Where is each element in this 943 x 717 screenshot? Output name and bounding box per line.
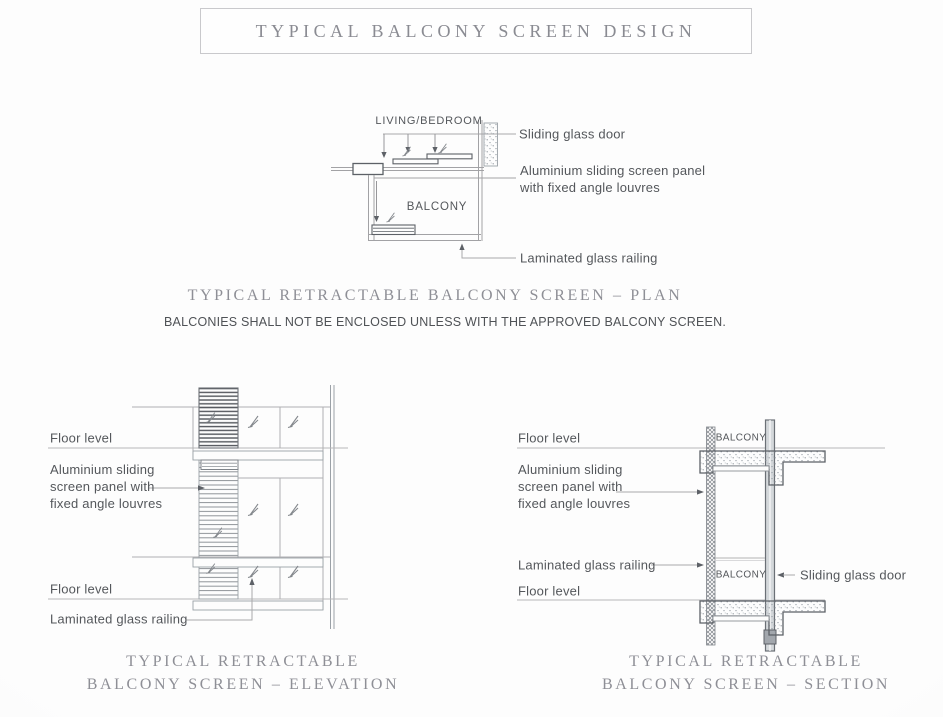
elevation-label-floor-level-lower: Floor level: [50, 581, 113, 597]
door-arrows: [384, 134, 435, 155]
louvre-screen-panel: [199, 460, 238, 599]
plan-label-laminated-glass-railing: Laminated glass railing: [520, 250, 658, 266]
section-label-floor-level-upper: Floor level: [518, 430, 581, 446]
section-drawing: [517, 420, 885, 651]
retracted-screen-stack: [372, 225, 415, 235]
elevation-label-screen-panel-line1: Aluminium sliding: [50, 461, 155, 477]
plan-balcony-label: BALCONY: [406, 201, 468, 213]
elevation-caption-line2: BALCONY SCREEN – ELEVATION: [86, 676, 400, 693]
plan-drawing: [331, 120, 516, 258]
louvre-screen-panel-raised: [199, 388, 238, 448]
retracted-stack: [201, 460, 238, 470]
plan-note: BALCONIES SHALL NOT BE ENCLOSED UNLESS WITH THE APPROVED BALCONY SCREEN.: [163, 315, 727, 329]
sheet-title: TYPICAL BALCONY SCREEN DESIGN: [200, 8, 752, 54]
section-label-screen-panel-line3: fixed angle louvres: [518, 495, 631, 511]
plan-label-sliding-glass-door: Sliding glass door: [519, 126, 626, 142]
section-label-sliding-glass-door: Sliding glass door: [800, 567, 907, 583]
section-label-screen-panel-line1: Aluminium sliding: [518, 461, 623, 477]
elevation-label-screen-panel-line3: fixed angle louvres: [50, 495, 163, 511]
section-balcony-label-lower: BALCONY: [715, 569, 767, 581]
section-label-floor-level-lower: Floor level: [518, 583, 581, 599]
plan-label-screen-panel-line1: Aluminium sliding screen panel: [520, 163, 706, 178]
plan-caption: TYPICAL RETRACTABLE BALCONY SCREEN – PLAN: [187, 287, 683, 304]
elevation-label-screen-panel-line2: screen panel with: [50, 478, 155, 494]
elevation-label-laminated-glass-railing: Laminated glass railing: [50, 611, 188, 627]
wall-column: [484, 123, 498, 166]
section-label-screen-panel-line2: screen panel with: [518, 478, 623, 494]
wall-jamb: [353, 164, 383, 175]
plan-label-screen-panel: [520, 163, 705, 196]
elevation-label-floor-level-upper: Floor level: [50, 430, 113, 446]
plan-room-label: LIVING/BEDROOM: [375, 115, 483, 127]
section-label-laminated-glass-railing: Laminated glass railing: [518, 557, 656, 573]
plan-label-screen-panel-line2: with fixed angle louvres: [520, 179, 660, 195]
section-balcony-label-upper: BALCONY: [715, 432, 767, 444]
section-caption-line1: TYPICAL RETRACTABLE: [629, 653, 863, 670]
section-caption-line2: BALCONY SCREEN – SECTION: [601, 676, 891, 693]
elevation-label-screen-panel: [50, 461, 162, 512]
section-label-screen-panel: [518, 461, 630, 512]
elevation-caption-line1: TYPICAL RETRACTABLE: [126, 653, 360, 670]
